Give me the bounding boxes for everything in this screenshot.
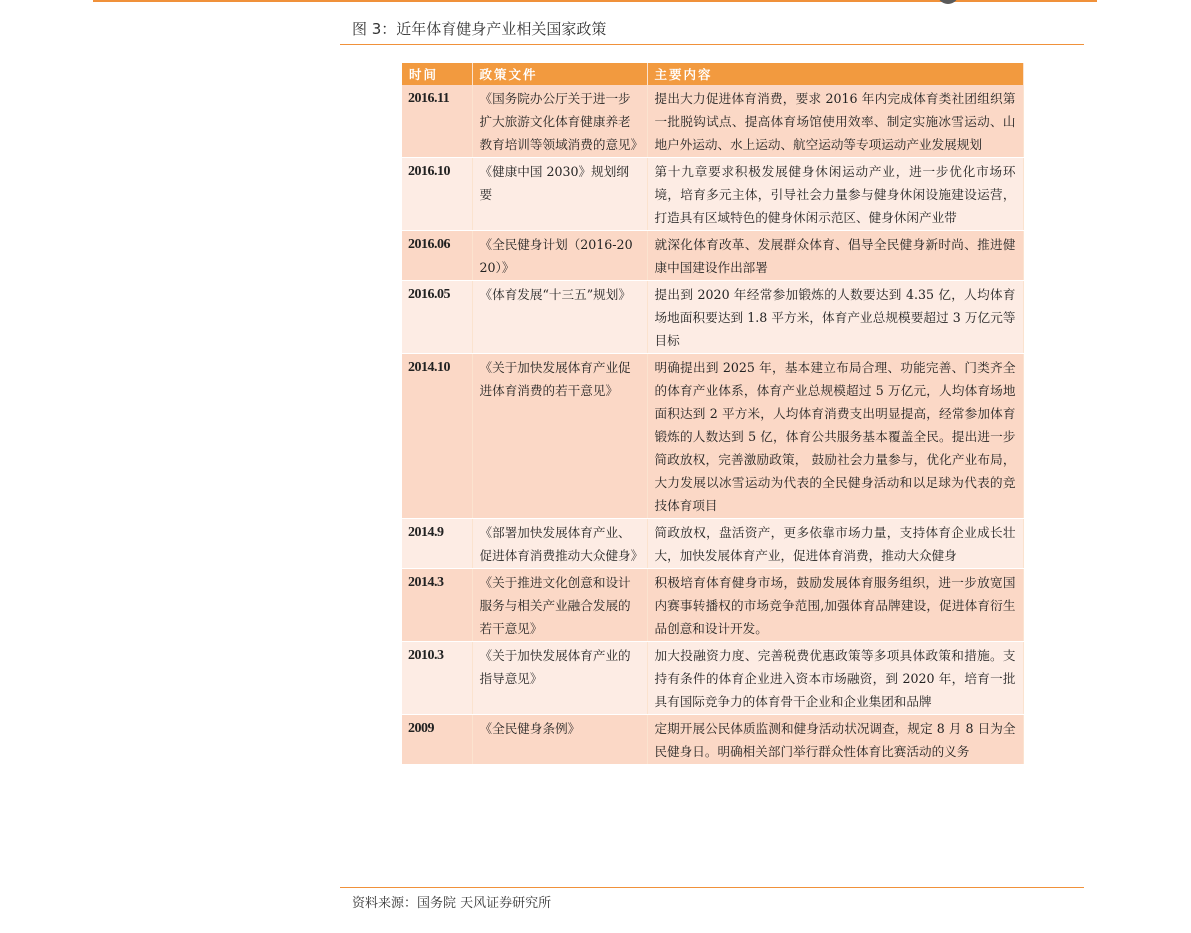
cell-content: 就深化体育改革、发展群众体育、倡导全民健身新时尚、推进健康中国建设作出部署 [647, 231, 1023, 281]
cell-document: 《体育发展“十三五”规划》 [472, 281, 647, 354]
table-row [402, 715, 1023, 765]
policy-table [402, 63, 1024, 765]
cell-date: 2014.3 [402, 569, 472, 642]
table-row [402, 354, 1023, 519]
cell-document: 《全民健身计划（2016-2020）》 [472, 231, 647, 281]
cell-document: 《部署加快发展体育产业、促进体育消费推动大众健身》 [472, 519, 647, 569]
cell-content: 简政放权，盘活资产，更多依靠市场力量，支持体育企业成长壮大，加快发展体育产业，促进体育消费，推动大众健身 [647, 519, 1023, 569]
cell-date: 2016.11 [402, 85, 472, 158]
figure-title: 图 3：近年体育健身产业相关国家政策 [352, 20, 607, 38]
cell-content: 提出大力促进体育消费，要求 2016 年内完成体育类社团组织第一批脱钩试点、提高体育场馆使用效率、制定实施冰雪运动、山地户外运动、水上运动、航空运动等专项运动产业发展规划 [647, 85, 1023, 158]
table-row [402, 231, 1023, 281]
header-date: 时间 [402, 63, 472, 85]
cell-document: 《全民健身条例》 [472, 715, 647, 765]
table-row [402, 642, 1023, 715]
source-divider [340, 887, 1084, 888]
header-document: 政策文件 [472, 63, 647, 85]
cell-date: 2016.10 [402, 158, 472, 231]
cell-document: 《关于推进文化创意和设计服务与相关产业融合发展的若干意见》 [472, 569, 647, 642]
cell-content: 定期开展公民体质监测和健身活动状况调查，规定 8 月 8 日为全民健身日。明确相关部门举行群众性体育比赛活动的义务 [647, 715, 1023, 765]
table-row [402, 281, 1023, 354]
cell-content: 加大投融资力度、完善税费优惠政策等多项具体政策和措施。支持有条件的体育企业进入资本市场融资，到 2020 年，培育一批具有国际竞争力的体育骨干企业和企业集团和品牌 [647, 642, 1023, 715]
cell-document: 《健康中国 2030》规划纲要 [472, 158, 647, 231]
cell-content: 提出到 2020 年经常参加锻炼的人数要达到 4.35 亿，人均体育场地面积要达到 1.8 平方米，体育产业总规模要超过 3 万亿元等目标 [647, 281, 1023, 354]
policy-table-body [402, 85, 1023, 765]
policy-table-header [402, 63, 1023, 85]
cell-date: 2014.10 [402, 354, 472, 519]
cell-date: 2016.05 [402, 281, 472, 354]
cell-date: 2014.9 [402, 519, 472, 569]
cell-content: 积极培育体育健身市场，鼓励发展体育服务组织，进一步放宽国内赛事转播权的市场竞争范围,加强体育品牌建设，促进体育衍生品创意和设计开发。 [647, 569, 1023, 642]
table-row [402, 519, 1023, 569]
cell-document: 《关于加快发展体育产业的指导意见》 [472, 642, 647, 715]
cell-document: 《关于加快发展体育产业促进体育消费的若干意见》 [472, 354, 647, 519]
header-content: 主要内容 [647, 63, 1023, 85]
header-row [402, 63, 1023, 85]
cell-date: 2016.06 [402, 231, 472, 281]
table-row [402, 158, 1023, 231]
cell-content: 第十九章要求积极发展健身休闲运动产业，进一步优化市场环境，培育多元主体，引导社会力量参与健身休闲设施建设运营，打造具有区域特色的健身休闲示范区、健身休闲产业带 [647, 158, 1023, 231]
source-note: 资料来源：国务院 天风证券研究所 [352, 896, 552, 911]
page-edge-mark [937, 0, 959, 4]
cell-date: 2010.3 [402, 642, 472, 715]
cell-date: 2009 [402, 715, 472, 765]
cell-document: 《国务院办公厅关于进一步扩大旅游文化体育健康养老教育培训等领域消费的意见》 [472, 85, 647, 158]
table-row [402, 85, 1023, 158]
table-row [402, 569, 1023, 642]
cell-content: 明确提出到 2025 年，基本建立布局合理、功能完善、门类齐全的体育产业体系，体育产业总规模超过 5 万亿元，人均体育场地面积达到 2 平方米，人均体育消费支出明显提高，经常参加体育锻炼的人数达到 5 亿，体育公共服务基本覆盖全民。提出进一步简政放权，完善激励政策， 鼓励社会力量参与，优化产业布局，大力发展以冰雪运动为代表的全民健身活动和以足球为代表的竞技体育项目 [647, 354, 1023, 519]
title-divider [340, 44, 1084, 45]
